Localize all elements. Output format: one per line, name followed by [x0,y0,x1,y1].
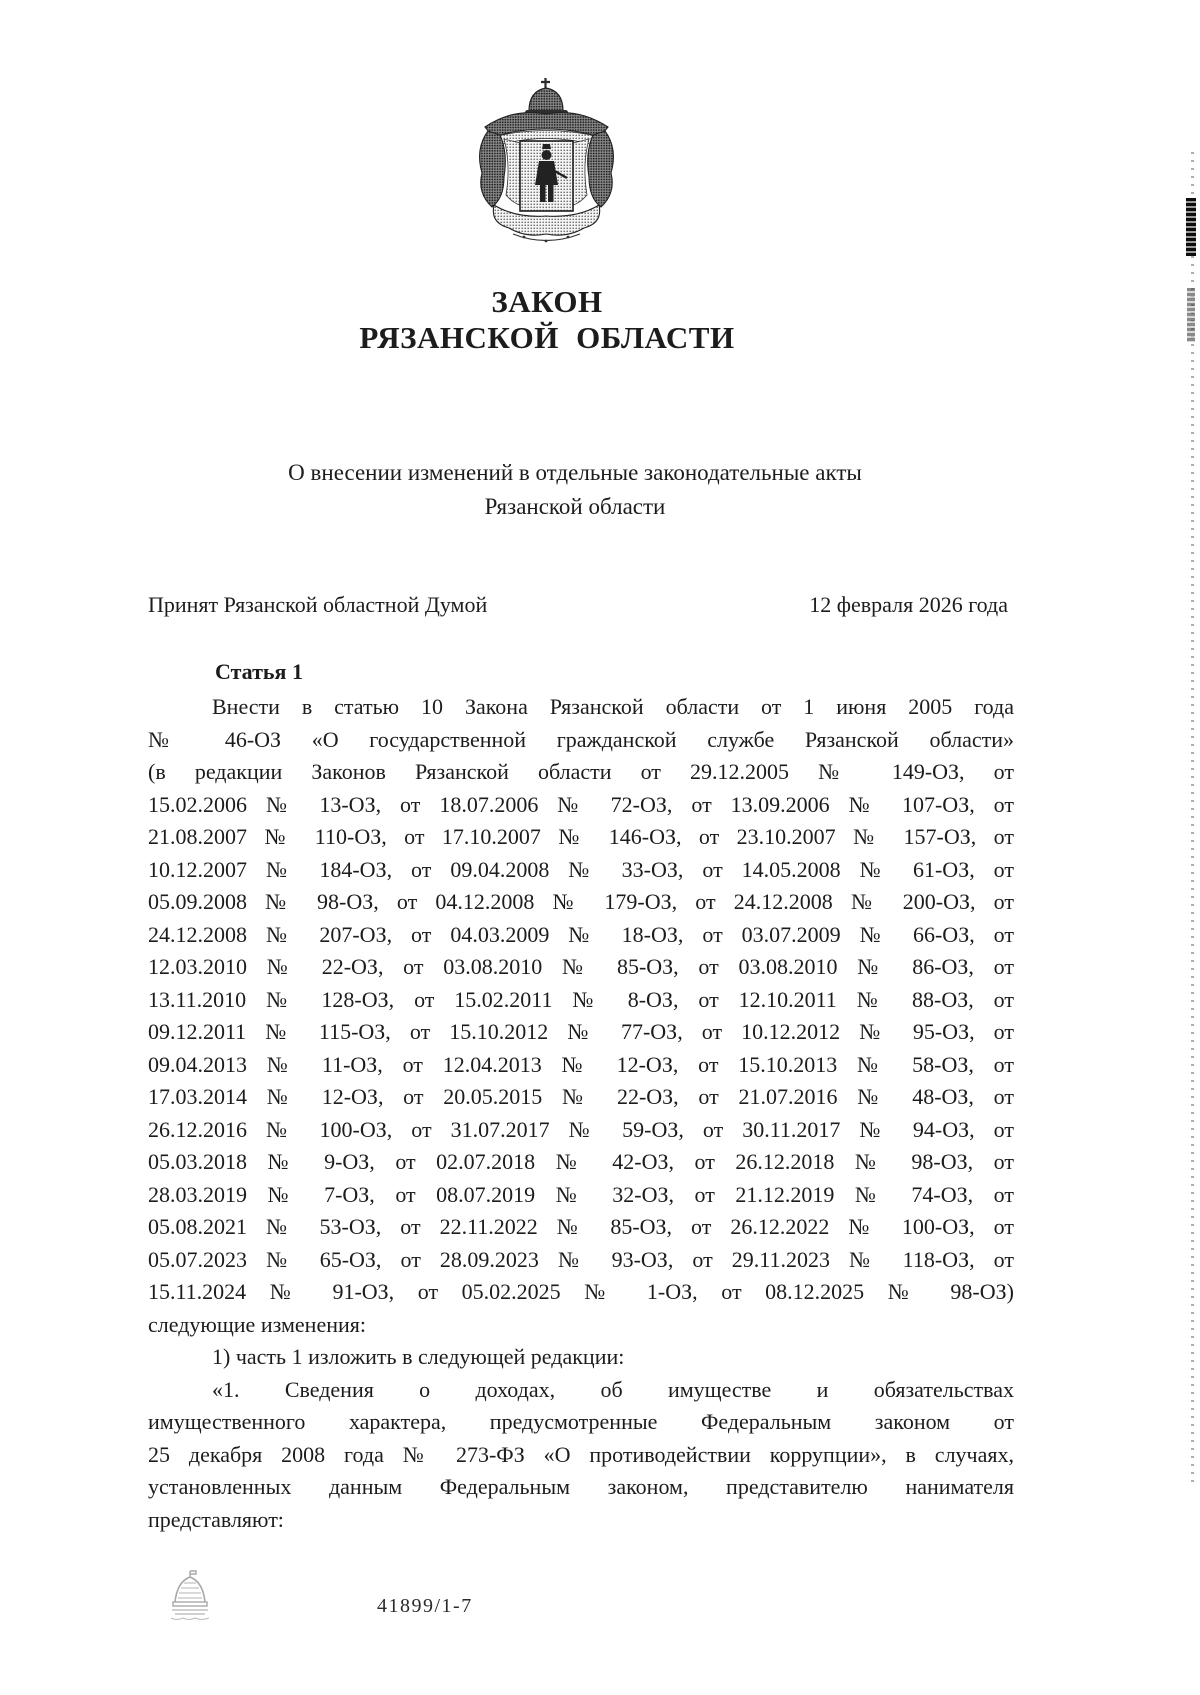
body-line: установленных данным Федеральным законом, представителю нанимателя [148,1474,1014,1499]
body-line: 05.08.2021 № 53-ОЗ, от 22.11.2022 № 85-ОЗ, от 26.12.2022 № 100-ОЗ, от [148,1214,1014,1239]
article-1-heading: Статья 1 [215,659,303,684]
body-line: 26.12.2016 № 100-ОЗ, от 31.07.2017 № 59-ОЗ, от 30.11.2017 № 94-ОЗ, от [148,1116,1014,1142]
title-line-1: ЗАКОН [491,284,603,319]
ryazan-oblast-coat-of-arms-icon [473,76,620,248]
adoption-row [148,591,1008,619]
scan-edge-artifact-dark [1186,198,1196,256]
body-line: 24.12.2008 № 207-ОЗ, от 04.03.2009 № 18-ОЗ, от 03.07.2009 № 66-ОЗ, от [148,921,1014,947]
registration-number: 41899/1-7 [377,1595,473,1617]
body-line: «1. Сведения о доходах, об имуществе и обязательствах [212,1376,1014,1402]
body-line: 15.11.2024 № 91-ОЗ, от 05.02.2025 № 1-ОЗ, от 08.12.2025 № 98-ОЗ) [148,1279,1014,1304]
body-line: 05.07.2023 № 65-ОЗ, от 28.09.2023 № 93-ОЗ, от 29.11.2023 № 118-ОЗ, от [148,1246,1014,1272]
body-line: имущественного характера, предусмотренные Федеральным законом от [148,1409,1014,1434]
body-line: № 46-ОЗ «О государственной гражданской службе Рязанской области» [148,726,1014,752]
body-line: 21.08.2007 № 110-ОЗ, от 17.10.2007 № 146-ОЗ, от 23.10.2007 № 157-ОЗ, от [148,824,1014,849]
body-line: 17.03.2014 № 12-ОЗ, от 20.05.2015 № 22-ОЗ, от 21.07.2016 № 48-ОЗ, от [148,1084,1014,1109]
document-title [94,284,1000,356]
body-line: 12.03.2010 № 22-ОЗ, от 03.08.2010 № 85-ОЗ, от 03.08.2010 № 86-ОЗ, от [148,954,1014,979]
body-line: представляют: [148,1506,284,1532]
registration-stamp [167,1568,213,1622]
body-line: 05.09.2008 № 98-ОЗ, от 04.12.2008 № 179-ОЗ, от 24.12.2008 № 200-ОЗ, от [148,889,1014,914]
body-line: Внести в статью 10 Закона Рязанской области от 1 июня 2005 года [212,694,1014,719]
parliament-dome-stamp-icon [167,1568,213,1622]
body-line: 09.12.2011 № 115-ОЗ, от 15.10.2012 № 77-ОЗ, от 10.12.2012 № 95-ОЗ, от [148,1019,1014,1044]
scan-edge-artifact-medium [1187,288,1195,342]
body-line: 13.11.2010 № 128-ОЗ, от 15.02.2011 № 8-ОЗ, от 12.10.2011 № 88-ОЗ, от [148,986,1014,1012]
body-line: 09.04.2013 № 11-ОЗ, от 12.04.2013 № 12-ОЗ, от 15.10.2013 № 58-ОЗ, от [148,1051,1014,1077]
subject-line-2: Рязанской области [484,494,666,519]
body-line: 1) часть 1 изложить в следующей редакции: [212,1344,625,1369]
adoption-date: 12 февраля 2026 года [809,592,1008,617]
body-line: 05.03.2018 № 9-ОЗ, от 02.07.2018 № 42-ОЗ, от 26.12.2018 № 98-ОЗ, от [148,1149,1014,1174]
coat-of-arms [473,76,620,248]
body-line: 25 декабря 2008 года № 273-ФЗ «О противодействии коррупции», в случаях, [148,1441,1014,1467]
article-body [148,691,1014,1536]
scan-edge-artifact [1191,152,1194,1487]
body-line: 15.02.2006 № 13-ОЗ, от 18.07.2006 № 72-ОЗ, от 13.09.2006 № 107-ОЗ, от [148,791,1014,817]
body-line: (в редакции Законов Рязанской области от 29.12.2005 № 149-ОЗ, от [148,759,1014,784]
body-line: следующие изменения: [148,1311,366,1337]
body-line: 28.03.2019 № 7-ОЗ, от 08.07.2019 № 32-ОЗ, от 21.12.2019 № 74-ОЗ, от [148,1181,1014,1207]
subject-line-1: О внесении изменений в отдельные законодательные акты [288,460,862,485]
title-line-2: РЯЗАНСКОЙ ОБЛАСТИ [359,320,735,355]
body-line: 10.12.2007 № 184-ОЗ, от 09.04.2008 № 33-ОЗ, от 14.05.2008 № 61-ОЗ, от [148,856,1014,882]
document-subject [150,456,1000,524]
adopted-by-text: Принят Рязанской областной Думой [148,592,488,617]
